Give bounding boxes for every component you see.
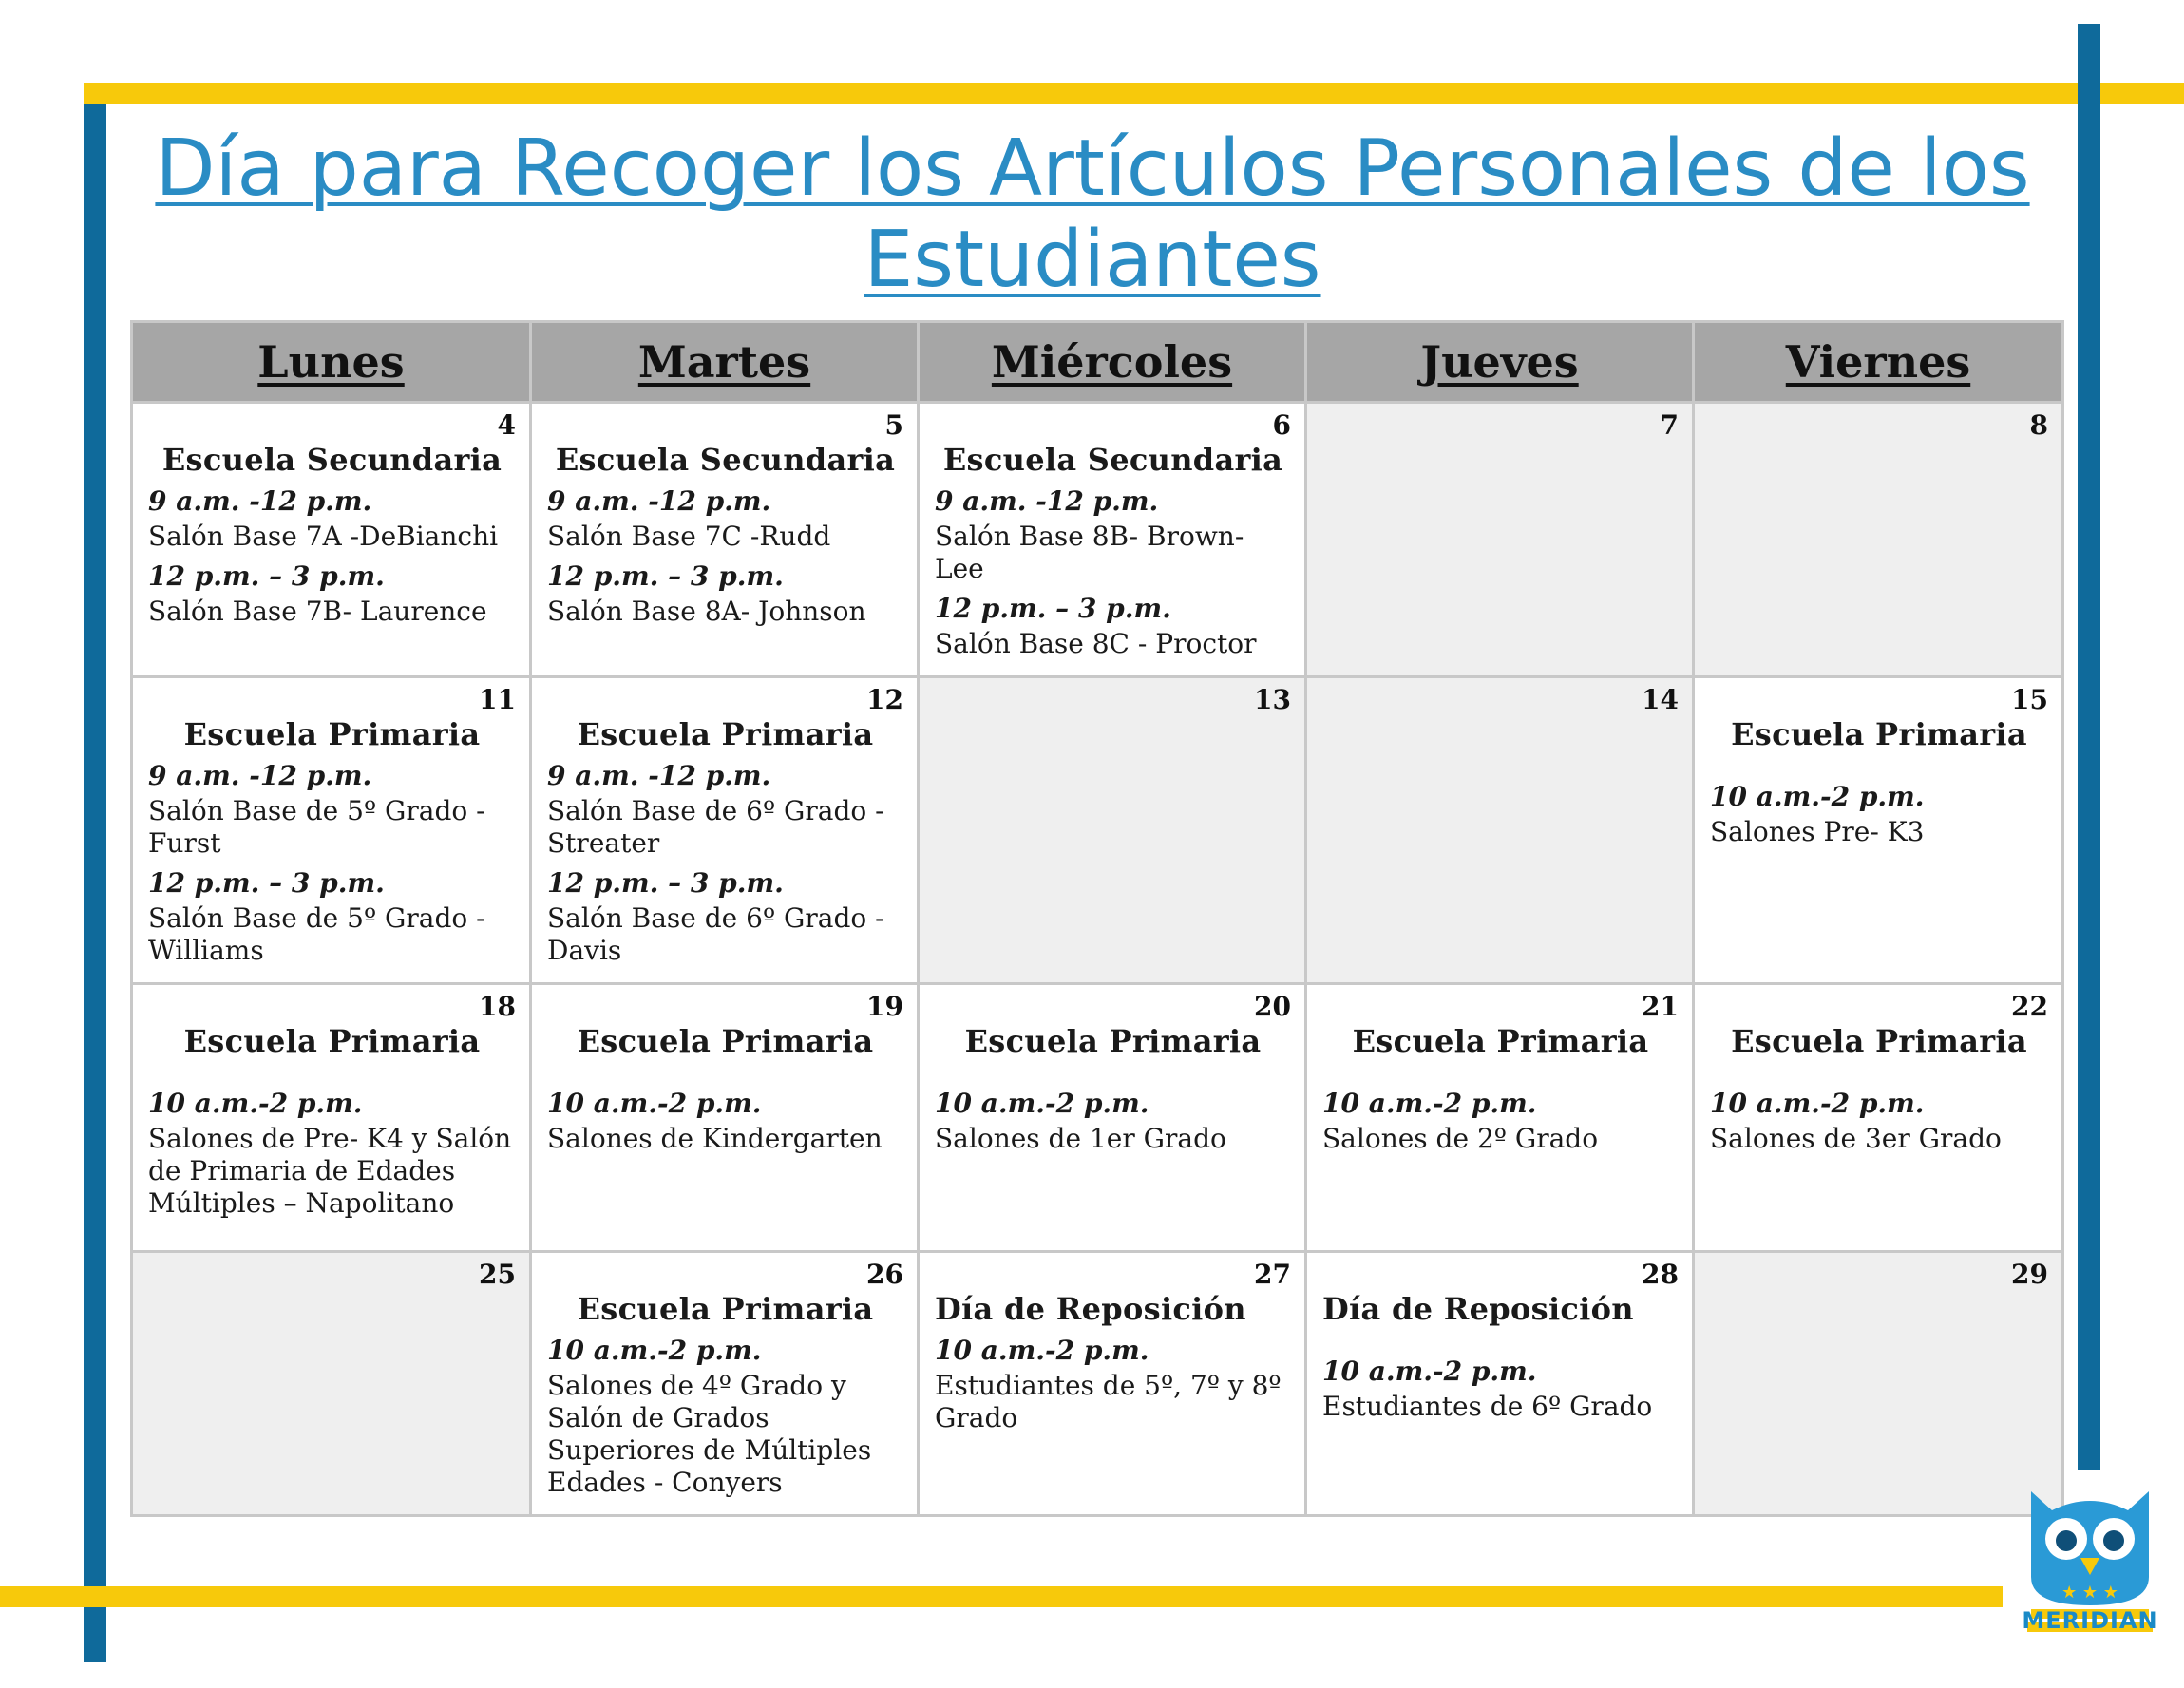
room-text: Estudiantes de 6º Grado <box>1322 1391 1653 1422</box>
room-text: Salón Base 8C - Proctor <box>935 628 1257 659</box>
day-cell <box>132 403 531 677</box>
room-text: Salones de 1er Grado <box>935 1123 1226 1154</box>
day-number: 12 <box>866 684 903 715</box>
calendar-table <box>130 320 2064 1517</box>
room-text: Salones de 3er Grado <box>1710 1123 2002 1154</box>
day-number: 27 <box>1254 1259 1291 1290</box>
event-title: Escuela Primaria <box>577 1023 874 1059</box>
time-range: 10 a.m.-2 p.m. <box>547 1088 762 1119</box>
day-number: 6 <box>1272 409 1291 441</box>
time-range: 10 a.m.-2 p.m. <box>547 1335 762 1366</box>
day-cell <box>1694 1252 2063 1516</box>
time-range: 10 a.m.-2 p.m. <box>935 1335 1149 1366</box>
room-text: Salón Base 8A- Johnson <box>547 596 866 627</box>
right-blue-stripe <box>2078 24 2100 1470</box>
event-title: Escuela Primaria <box>1352 1023 1649 1059</box>
day-cell <box>531 677 919 984</box>
time-range: 10 a.m.-2 p.m. <box>1710 1088 1925 1119</box>
day-cell <box>132 1252 531 1516</box>
room-text: Salón Base 7A -DeBianchi <box>148 521 499 552</box>
day-number: 19 <box>866 991 903 1022</box>
day-cell <box>1694 677 2063 984</box>
time-range: 12 p.m. – 3 p.m. <box>148 560 385 592</box>
event-title: Escuela Primaria <box>183 1023 481 1059</box>
event-title: Escuela Primaria <box>964 1023 1262 1059</box>
day-cell <box>132 984 531 1252</box>
time-range: 10 a.m.-2 p.m. <box>1322 1088 1537 1119</box>
day-cell <box>1306 1252 1694 1516</box>
weekday-header: Miércoles <box>919 322 1306 403</box>
event-title: Escuela Primaria <box>1731 1023 2027 1059</box>
room-text: Salón Base 7C -Rudd <box>547 521 831 552</box>
day-cell <box>1306 984 1694 1252</box>
svg-text:★ ★ ★: ★ ★ ★ <box>2061 1583 2118 1603</box>
room-text: Salón Base de 5º Grado - Furst <box>148 795 485 859</box>
day-number: 15 <box>2011 684 2048 715</box>
page-title: Día para Recoger los Artículos Personales de los Estudiantes <box>155 123 2030 305</box>
calendar-body <box>132 403 2063 1516</box>
bottom-yellow-stripe <box>0 1586 2003 1607</box>
weekday-header: Martes <box>531 322 919 403</box>
weekday-header: Jueves <box>1306 322 1694 403</box>
event-title: Escuela Primaria <box>577 1291 874 1327</box>
time-range: 9 a.m. -12 p.m. <box>148 760 372 791</box>
day-cell <box>919 677 1306 984</box>
day-cell <box>531 1252 919 1516</box>
week-row <box>132 677 2063 984</box>
room-text: Salones de 2º Grado <box>1322 1123 1599 1154</box>
day-cell <box>919 403 1306 677</box>
day-cell <box>132 677 531 984</box>
week-row <box>132 403 2063 677</box>
day-number: 14 <box>1642 684 1679 715</box>
day-cell <box>1306 403 1694 677</box>
room-text: Estudiantes de 5º, 7º y 8º Grado <box>935 1370 1282 1433</box>
room-text: Salón Base 8B- Brown- Lee <box>935 521 1244 584</box>
day-number: 5 <box>884 409 903 441</box>
day-number: 20 <box>1254 991 1291 1022</box>
room-text: Salón Base de 5º Grado - Williams <box>148 902 485 966</box>
day-number: 4 <box>497 409 516 441</box>
room-text: Salones de 4º Grado y Salón de Grados Superiores de Múltiples Edades - Conyers <box>547 1370 872 1498</box>
day-cell <box>1694 403 2063 677</box>
day-number: 7 <box>1660 409 1679 441</box>
day-number: 22 <box>2011 991 2048 1022</box>
room-text: Salón Base 7B- Laurence <box>148 596 487 627</box>
day-number: 25 <box>479 1259 516 1290</box>
weekday-header: Lunes <box>132 322 531 403</box>
day-number: 21 <box>1642 991 1679 1022</box>
weekday-header-row <box>132 322 2063 403</box>
event-title: Escuela Primaria <box>577 716 874 752</box>
event-title: Día de Reposición <box>935 1291 1246 1327</box>
time-range: 12 p.m. – 3 p.m. <box>547 560 784 592</box>
day-number: 11 <box>479 684 516 715</box>
day-number: 18 <box>479 991 516 1022</box>
time-range: 9 a.m. -12 p.m. <box>935 485 1159 517</box>
time-range: 10 a.m.-2 p.m. <box>935 1088 1149 1119</box>
day-number: 28 <box>1642 1259 1679 1290</box>
top-yellow-stripe <box>84 83 2184 104</box>
day-cell <box>919 1252 1306 1516</box>
time-range: 12 p.m. – 3 p.m. <box>547 867 784 899</box>
week-row <box>132 1252 2063 1516</box>
time-range: 9 a.m. -12 p.m. <box>547 485 771 517</box>
time-range: 10 a.m.-2 p.m. <box>1710 781 1925 812</box>
left-blue-stripe <box>84 104 106 1662</box>
week-row <box>132 984 2063 1252</box>
room-text: Salón Base de 6º Grado - Davis <box>547 902 884 966</box>
day-cell <box>531 403 919 677</box>
event-title: Escuela Primaria <box>1731 716 2027 752</box>
event-title: Escuela Secundaria <box>161 442 503 478</box>
day-cell <box>1694 984 2063 1252</box>
time-range: 12 p.m. – 3 p.m. <box>935 593 1171 624</box>
room-text: Salón Base de 6º Grado - Streater <box>547 795 884 859</box>
meridian-logo-text: MERIDIAN <box>2022 1607 2158 1634</box>
event-title: Día de Reposición <box>1322 1291 1634 1327</box>
day-number: 13 <box>1254 684 1291 715</box>
day-number: 8 <box>2029 409 2048 441</box>
event-title: Escuela Primaria <box>183 716 481 752</box>
event-title: Escuela Secundaria <box>942 442 1283 478</box>
day-cell <box>1306 677 1694 984</box>
day-number: 29 <box>2011 1259 2048 1290</box>
day-cell <box>919 984 1306 1252</box>
room-text: Salones de Pre- K4 y Salón de Primaria de Edades Múltiples – Napolitano <box>148 1123 512 1219</box>
day-number: 26 <box>866 1259 903 1290</box>
time-range: 10 a.m.-2 p.m. <box>1322 1356 1537 1387</box>
time-range: 12 p.m. – 3 p.m. <box>148 867 385 899</box>
event-title: Escuela Secundaria <box>555 442 896 478</box>
room-text: Salones Pre- K3 <box>1710 816 1925 847</box>
time-range: 10 a.m.-2 p.m. <box>148 1088 363 1119</box>
day-cell <box>531 984 919 1252</box>
time-range: 9 a.m. -12 p.m. <box>148 485 372 517</box>
weekday-header: Viernes <box>1694 322 2063 403</box>
time-range: 9 a.m. -12 p.m. <box>547 760 771 791</box>
room-text: Salones de Kindergarten <box>547 1123 883 1154</box>
meridian-owl-icon <box>2014 1482 2166 1662</box>
